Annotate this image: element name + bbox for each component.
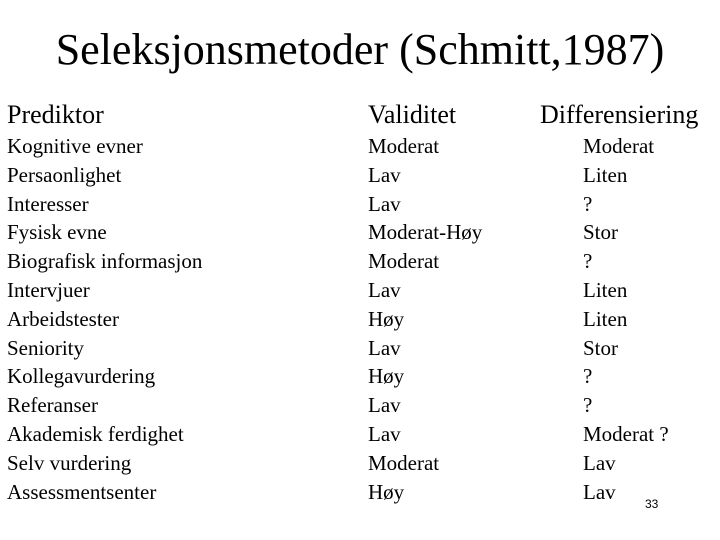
differensiering-cell: Lav [583, 450, 616, 475]
differensiering-cell: Stor [583, 220, 619, 245]
validitet-cell: Lav [368, 191, 401, 216]
differensiering-cell: ? [583, 191, 593, 216]
prediktor-cell: Selv vurdering [7, 450, 132, 475]
prediktor-cell: Interesser [7, 191, 89, 216]
page-number: 33 [645, 497, 659, 511]
validitet-cell: Lav [368, 393, 401, 418]
validitet-cell: Moderat [368, 450, 440, 475]
validitet-cell: Lav [368, 162, 401, 187]
prediktor-cell: Seniority [7, 335, 84, 360]
prediktor-column [7, 132, 202, 506]
prediktor-cell: Kollegavurdering [7, 364, 156, 389]
header-validitet: Validitet [368, 100, 457, 129]
header-prediktor: Prediktor [7, 100, 104, 129]
prediktor-cell: Kognitive evner [7, 134, 143, 158]
validitet-cell: Moderat-Høy [368, 220, 483, 245]
prediktor-cell: Biografisk informasjon [7, 249, 203, 274]
validitet-cell: Høy [368, 364, 405, 389]
differensiering-cell: Moderat [583, 134, 655, 158]
header-differensiering: Differensiering [540, 100, 699, 129]
differensiering-cell: Stor [583, 335, 619, 360]
validitet-cell: Høy [368, 306, 405, 331]
validitet-column [368, 132, 482, 506]
validitet-cell: Moderat [368, 249, 440, 274]
validitet-cell: Høy [368, 479, 405, 504]
prediktor-cell: Persaonlighet [7, 162, 122, 187]
differensiering-cell: Liten [583, 306, 628, 331]
differensiering-cell: Liten [583, 162, 628, 187]
prediktor-cell: Fysisk evne [7, 220, 107, 245]
prediktor-cell: Assessmentsenter [7, 479, 157, 504]
differensiering-cell: Liten [583, 277, 628, 302]
prediktor-cell: Referanser [7, 393, 98, 418]
differensiering-cell: Lav [583, 479, 616, 504]
slide-title: Seleksjonsmetoder (Schmitt,1987) [55, 25, 665, 74]
prediktor-cell: Akademisk ferdighet [7, 421, 184, 446]
validitet-cell: Moderat [368, 134, 440, 158]
differensiering-column [583, 132, 669, 506]
differensiering-cell: ? [583, 249, 593, 274]
differensiering-cell: ? [583, 364, 593, 389]
validitet-cell: Lav [368, 277, 401, 302]
prediktor-cell: Arbeidstester [7, 306, 119, 331]
validitet-cell: Lav [368, 421, 401, 446]
prediktor-cell: Intervjuer [7, 277, 90, 302]
validitet-cell: Lav [368, 335, 401, 360]
differensiering-cell: Moderat ? [583, 421, 669, 446]
differensiering-cell: ? [583, 393, 593, 418]
